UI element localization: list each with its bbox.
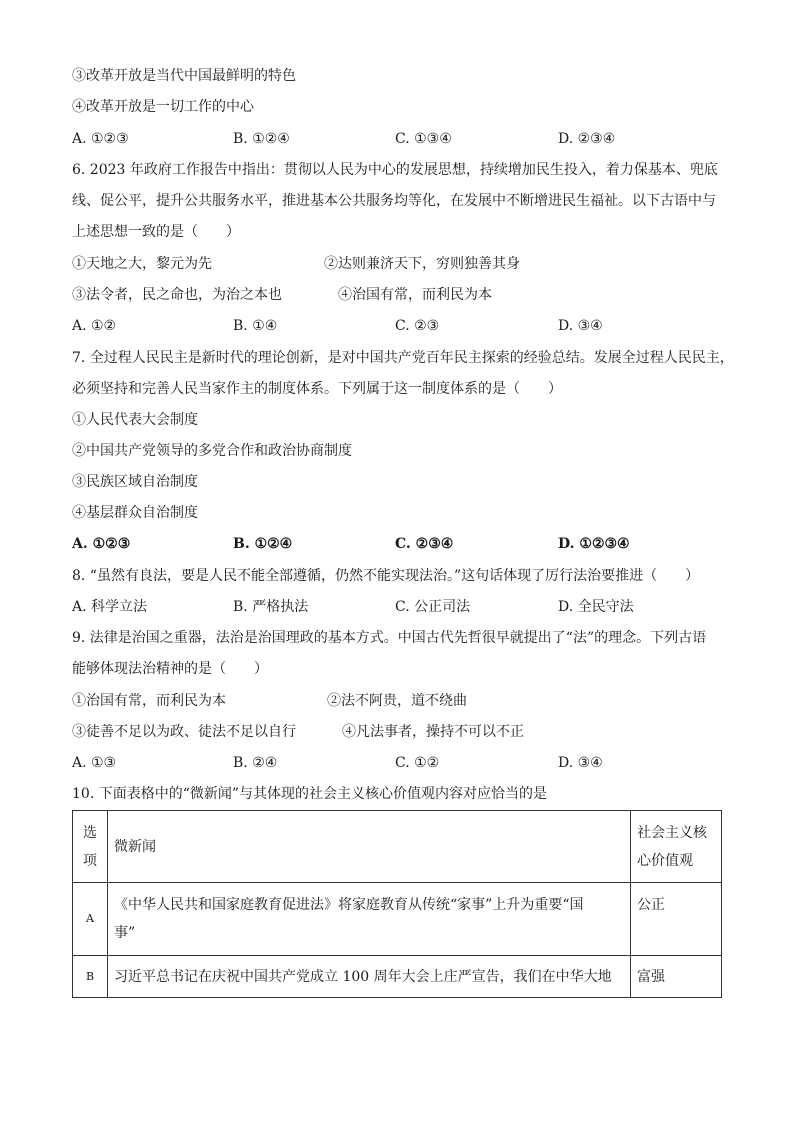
q7-option-d[interactable]: D. ①②③④ [558, 536, 630, 552]
q9-option-b[interactable]: B. ②④ [233, 755, 278, 771]
q9-item-1: ①治国有常，而利民为本 [72, 693, 226, 709]
header-option-char2: 项 [83, 852, 97, 869]
row-a-option: A [73, 883, 108, 956]
q9-items-row2 [72, 722, 732, 742]
table-row [73, 956, 722, 998]
q7-option-c[interactable]: C. ②③④ [395, 536, 454, 552]
q8-option-b[interactable]: B. 严格执法 [233, 599, 309, 615]
q7-item-2: ②中国共产党领导的多党合作和政治协商制度 [72, 443, 352, 459]
q7-item-4: ④基层群众自治制度 [72, 505, 198, 521]
q6-option-a[interactable]: A. ①② [72, 318, 117, 334]
row-b-value: 富强 [631, 956, 722, 998]
q9-option-a[interactable]: A. ①③ [72, 755, 117, 771]
q6-item-3: ③法令者，民之命也，为治之本也 [72, 287, 282, 303]
q9-item-3: ③徒善不足以为政、徒法不足以自行 [72, 724, 296, 740]
row-a-news-line1: 《中华人民共和国家庭教育促进法》将家庭教育从传统“家事”上升为重要“国 [114, 897, 584, 913]
q7-stem-line2: 必须坚持和完善人民当家作主的制度体系。下列属于这一制度体系的是（ ） [72, 381, 562, 397]
header-option-cell [73, 811, 108, 883]
q7-item-1: ①人民代表大会制度 [72, 412, 198, 428]
q9-item-2: ②法不阿贵，道不绕曲 [327, 693, 467, 709]
header-value-line2: 心价值观 [637, 852, 693, 869]
q7-stem-line1: 7. 全过程人民民主是新时代的理论创新，是对中国共产党百年民主探索的经验总结。发展全过程人民民主， [72, 350, 734, 366]
q6-stem-line3: 上述思想一致的是（ ） [72, 224, 240, 240]
q9-items-row1 [72, 691, 732, 711]
q8-option-d[interactable]: D. 全民守法 [558, 599, 634, 615]
q9-option-c[interactable]: C. ①② [395, 755, 440, 771]
q8-stem: 8. “虽然有良法，要是人民不能全部遵循，仍然不能实现法治。”这句话体现了厉行法治要推进（ ） [72, 568, 700, 584]
q9-stem-line2: 能够体现法治精神的是（ ） [72, 661, 268, 677]
q6-option-c[interactable]: C. ②③ [395, 318, 440, 334]
row-a-news-line2: 事” [114, 925, 136, 941]
q6-item-4: ④治国有常，而利民为本 [338, 287, 492, 303]
q7-item-3: ③民族区域自治制度 [72, 474, 198, 490]
q6-stem-line2: 线、促公平，提升公共服务水平，推进基本公共服务均等化，在发展中不断增进民生福祉。以下古语中与 [72, 193, 716, 209]
q6-option-d[interactable]: D. ③④ [558, 318, 603, 334]
q5-statement-4: ④改革开放是一切工作的中心 [72, 99, 254, 115]
news-value-table [72, 810, 722, 998]
header-option-char1: 选 [83, 824, 97, 841]
row-a-news [108, 883, 631, 956]
q6-items-row1 [72, 254, 732, 274]
q6-item-1: ①天地之大，黎元为先 [72, 256, 212, 272]
q6-item-2: ②达则兼济天下，穷则独善其身 [324, 256, 520, 272]
q6-option-b[interactable]: B. ①④ [233, 318, 278, 334]
q7-options [72, 534, 732, 554]
q5-option-b[interactable]: B. ①②④ [233, 131, 290, 147]
row-a-value: 公正 [631, 883, 722, 956]
header-value-line1: 社会主义核 [637, 824, 707, 841]
header-value-cell [631, 811, 722, 883]
q10-stem: 10. 下面表格中的“微新闻”与其体现的社会主义核心价值观内容对应恰当的是 [72, 786, 548, 802]
q6-stem-line1: 6. 2023 年政府工作报告中指出：贯彻以人民为中心的发展思想，持续增加民生投入，着力保基本、兜底 [72, 162, 718, 178]
q5-option-c[interactable]: C. ①③④ [395, 131, 452, 147]
q9-item-4: ④凡法事者，操持不可以不正 [342, 724, 524, 740]
q5-options [72, 129, 732, 149]
q8-option-a[interactable]: A. 科学立法 [72, 599, 148, 615]
q6-options [72, 316, 732, 336]
q5-statement-3: ③改革开放是当代中国最鲜明的特色 [72, 68, 296, 84]
row-b-news: 习近平总书记在庆祝中国共产党成立 100 周年大会上庄严宣告，我们在中华大地 [108, 956, 631, 998]
q7-option-a[interactable]: A. ①②③ [72, 536, 131, 552]
table-row [73, 883, 722, 956]
header-news-cell: 微新闻 [108, 811, 631, 883]
q8-options [72, 597, 732, 617]
q8-option-c[interactable]: C. 公正司法 [395, 599, 471, 615]
q7-option-b[interactable]: B. ①②④ [233, 536, 293, 552]
q9-option-d[interactable]: D. ③④ [558, 755, 603, 771]
q5-option-a[interactable]: A. ①②③ [72, 131, 129, 147]
q9-stem-line1: 9. 法律是治国之重器，法治是治国理政的基本方式。中国古代先哲很早就提出了“法”的理念。下列古语 [72, 630, 707, 646]
q9-options [72, 753, 732, 773]
row-b-option: B [73, 956, 108, 998]
q6-items-row2 [72, 285, 732, 305]
table-header-row [73, 811, 722, 883]
q5-option-d[interactable]: D. ②③④ [558, 131, 616, 147]
